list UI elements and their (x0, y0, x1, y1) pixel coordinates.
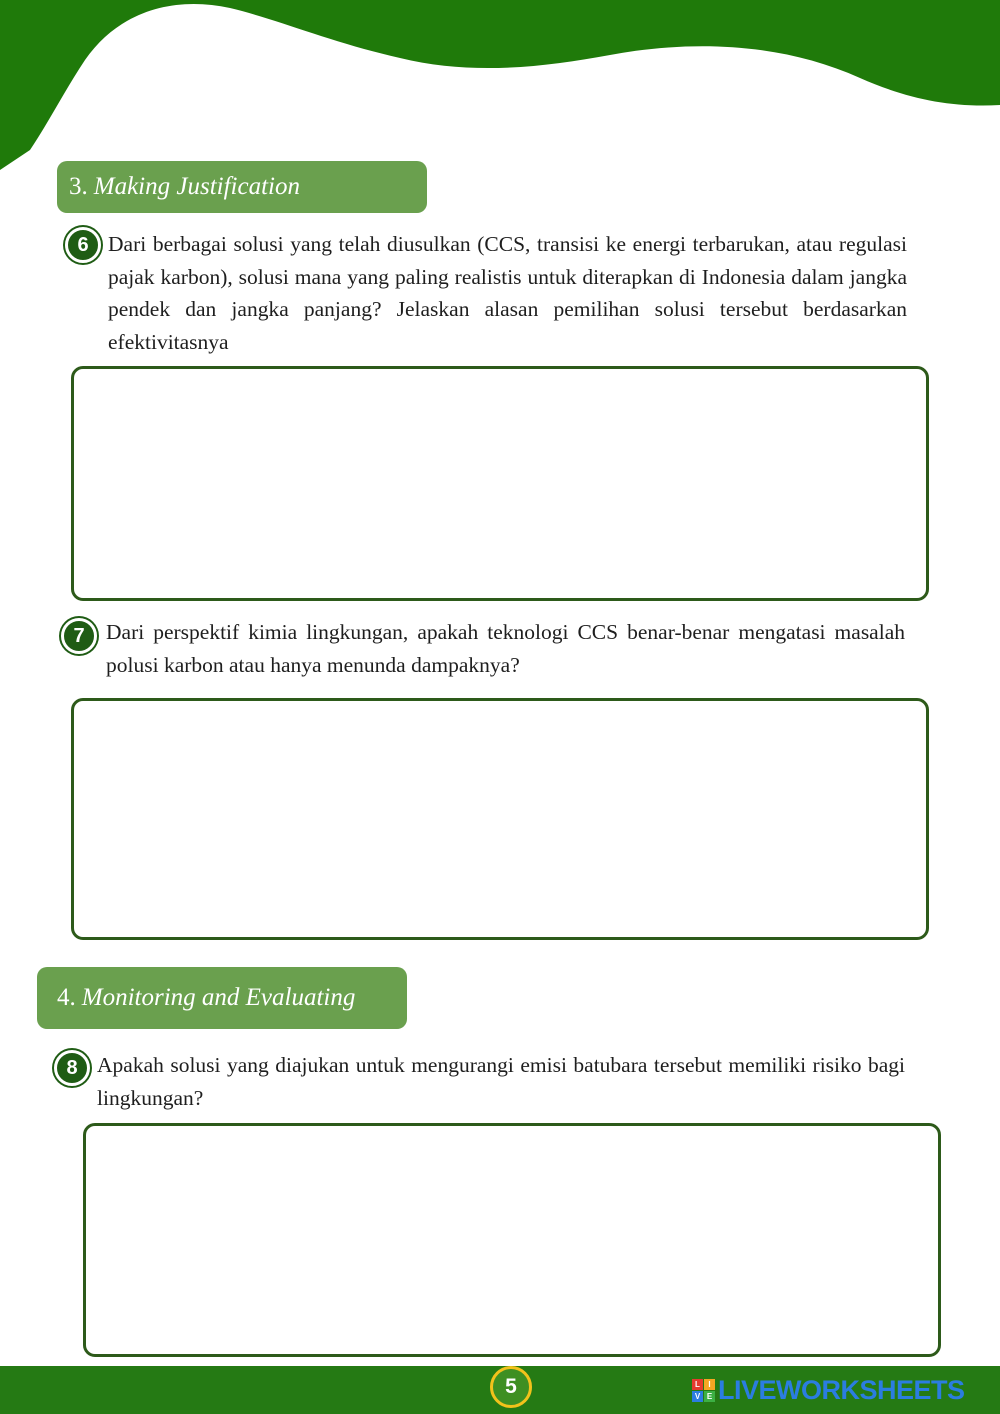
liveworksheets-logo (692, 1375, 965, 1406)
liveworksheets-logo-text: LIVEWORKSHEETS (718, 1375, 965, 1405)
section-header-making-justification (57, 161, 427, 213)
answer-box-q7[interactable] (71, 698, 929, 940)
question-number-badge: 8 (54, 1050, 90, 1086)
logo-icon-letter: V (692, 1391, 703, 1402)
answer-box-q8[interactable] (83, 1123, 941, 1357)
top-wave-decoration (0, 0, 1000, 180)
question-text: Dari perspektif kimia lingkungan, apakah teknologi CCS benar-benar mengatasi masalah polusi karbon atau hanya menunda dampaknya? (106, 620, 905, 677)
logo-icon-letter: L (692, 1379, 703, 1390)
answer-box-q6[interactable] (71, 366, 929, 601)
question-text: Dari berbagai solusi yang telah diusulkan (CCS, transisi ke energi terbarukan, atau regulasi pajak karbon), solusi mana yang paling realistis untuk diterapkan di Indonesia dalam jangka pendek dan jangka panjang? Jelaskan alasan pemilihan solusi tersebut berdasarkan efektivitasnya (108, 232, 907, 354)
section-number: 3. (69, 173, 88, 200)
section-title: Monitoring and Evaluating (81, 984, 356, 1011)
section-title: Making Justification (93, 173, 300, 200)
question-number-badge: 7 (61, 618, 97, 654)
liveworksheets-logo-icon (692, 1379, 715, 1402)
section-header-monitoring-evaluating (37, 967, 407, 1029)
question-text: Apakah solusi yang diajukan untuk mengurangi emisi batubara tersebut memiliki risiko bagi lingkungan? (97, 1053, 905, 1110)
logo-icon-letter: E (704, 1391, 715, 1402)
logo-icon-letter: I (704, 1379, 715, 1390)
page-number-badge: 5 (490, 1366, 532, 1408)
section-number: 4. (57, 984, 76, 1011)
question-number-badge: 6 (65, 227, 101, 263)
